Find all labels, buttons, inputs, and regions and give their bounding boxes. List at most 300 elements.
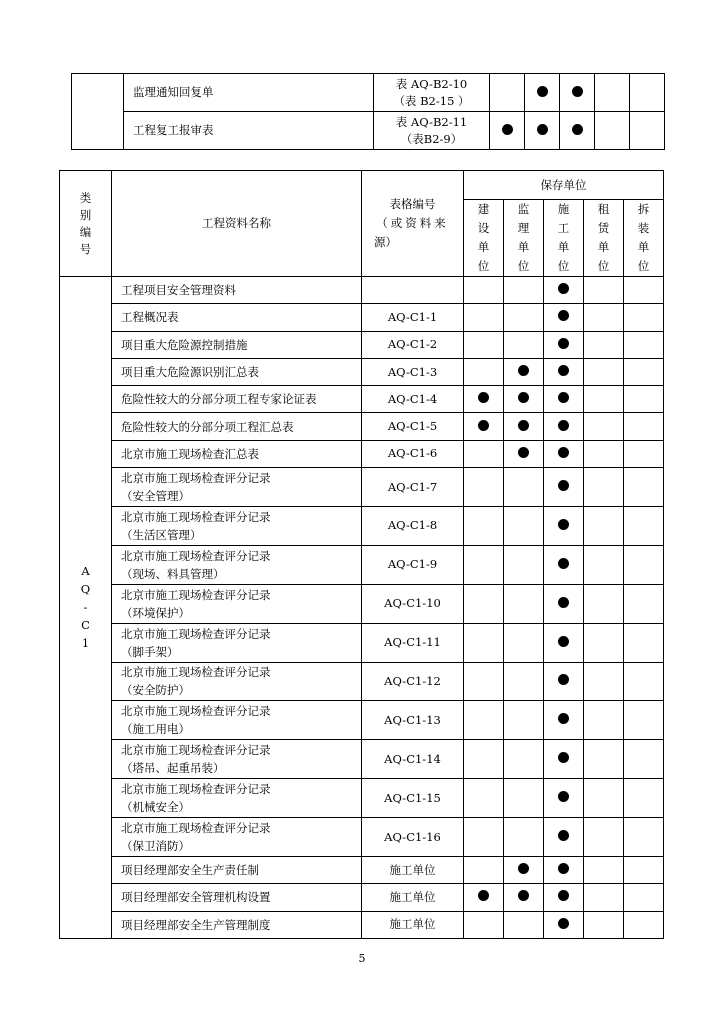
storage-mark	[624, 440, 664, 467]
filled-circle-icon	[537, 124, 548, 135]
filled-circle-icon	[558, 791, 569, 802]
storage-mark	[464, 506, 504, 545]
record-name	[112, 701, 362, 740]
record-name	[112, 884, 362, 911]
record-name	[112, 506, 362, 545]
record-code	[374, 112, 490, 150]
filled-circle-icon	[558, 918, 569, 929]
category-cell	[72, 74, 124, 150]
storage-mark	[464, 545, 504, 584]
storage-mark	[624, 662, 664, 701]
storage-mark	[544, 779, 584, 818]
storage-mark	[504, 358, 544, 385]
record-code-text: 施工单位	[389, 889, 436, 904]
record-name-text: 北京市施工现场检查评分记录	[121, 821, 271, 836]
storage-header	[464, 171, 664, 200]
record-name-text: 北京市施工现场检查评分记录	[121, 782, 271, 797]
unit-header-char: 装	[637, 221, 650, 235]
table-row	[60, 856, 664, 883]
table-row	[60, 623, 664, 662]
record-code-text: AQ-C1-6	[387, 446, 438, 461]
record-code	[362, 911, 464, 938]
record-code	[362, 277, 464, 304]
storage-mark	[584, 440, 624, 467]
table-row	[60, 584, 664, 623]
record-name	[112, 440, 362, 467]
record-name	[112, 740, 362, 779]
storage-mark	[624, 740, 664, 779]
record-name-text: 项目经理部安全生产管理制度	[121, 917, 271, 932]
record-name	[112, 358, 362, 385]
filled-circle-icon	[518, 890, 529, 901]
unit-header-char: 单	[557, 240, 570, 254]
storage-mark	[584, 662, 624, 701]
code-header-line2: （或资料来	[376, 216, 449, 230]
unit-header-char: 施	[557, 202, 570, 216]
record-name-text: 北京市施工现场检查评分记录	[121, 509, 271, 524]
storage-mark	[584, 545, 624, 584]
storage-mark	[624, 358, 664, 385]
record-name-subtext: （生活区管理）	[121, 527, 202, 542]
category-code	[81, 562, 90, 652]
table-row	[60, 468, 664, 507]
storage-header-label: 保存单位	[540, 178, 587, 192]
record-name-subtext: （安全防护）	[121, 683, 190, 698]
table-row	[60, 545, 664, 584]
record-name	[112, 304, 362, 331]
category-header	[60, 171, 112, 277]
storage-mark	[544, 506, 584, 545]
filled-circle-icon	[558, 597, 569, 608]
unit-header-char: 位	[637, 259, 650, 273]
storage-mark	[504, 386, 544, 413]
record-name	[112, 911, 362, 938]
table-row	[60, 277, 664, 304]
record-code-line2: （表B2-9）	[400, 131, 463, 146]
storage-mark	[504, 545, 544, 584]
record-name-text: 北京市施工现场检查评分记录	[121, 704, 271, 719]
record-code-text: AQ-C1-3	[387, 364, 438, 379]
storage-mark	[544, 701, 584, 740]
filled-circle-icon	[558, 365, 569, 376]
record-name-text: 北京市施工现场检查评分记录	[121, 548, 271, 563]
record-code-text: AQ-C1-14	[384, 751, 441, 766]
record-name	[112, 662, 362, 701]
storage-mark	[504, 856, 544, 883]
storage-mark	[504, 304, 544, 331]
storage-mark	[504, 413, 544, 440]
storage-mark	[624, 623, 664, 662]
storage-mark	[624, 818, 664, 857]
record-name-subtext: （塔吊、起重吊装）	[121, 761, 225, 776]
storage-mark	[630, 74, 665, 112]
record-code	[362, 623, 464, 662]
storage-mark	[544, 662, 584, 701]
record-code	[362, 584, 464, 623]
unit-header-label	[584, 200, 623, 276]
record-name	[112, 277, 362, 304]
record-code	[362, 818, 464, 857]
category-code-char: C	[81, 618, 90, 633]
storage-mark	[464, 468, 504, 507]
record-name-subtext: （脚手架）	[121, 644, 179, 659]
unit-header-label	[544, 200, 583, 276]
record-name-subtext: （机械安全）	[121, 800, 190, 815]
record-code-text: AQ-C1-12	[384, 673, 441, 688]
storage-mark	[544, 386, 584, 413]
record-name-subtext: （保卫消防）	[121, 839, 190, 854]
filled-circle-icon	[518, 392, 529, 403]
storage-mark	[544, 545, 584, 584]
storage-mark	[624, 701, 664, 740]
unit-header-char: 单	[477, 240, 490, 254]
storage-mark	[544, 856, 584, 883]
storage-mark	[624, 386, 664, 413]
storage-mark	[504, 584, 544, 623]
storage-mark	[544, 413, 584, 440]
unit-header-char: 监	[517, 202, 530, 216]
table-row	[60, 884, 664, 911]
storage-mark	[504, 506, 544, 545]
storage-mark	[595, 112, 630, 150]
table-row	[60, 818, 664, 857]
table-row	[60, 506, 664, 545]
unit-header-char: 赁	[597, 221, 610, 235]
storage-mark	[544, 358, 584, 385]
storage-mark	[584, 386, 624, 413]
unit-header	[584, 200, 624, 277]
record-code-text: AQ-C1-4	[387, 391, 438, 406]
storage-mark	[584, 584, 624, 623]
record-code	[362, 304, 464, 331]
header-row-1	[60, 171, 664, 200]
record-code-line2: （表 B2-15 ）	[393, 93, 470, 108]
filled-circle-icon	[558, 890, 569, 901]
storage-mark	[464, 779, 504, 818]
record-code	[362, 856, 464, 883]
record-name	[112, 545, 362, 584]
filled-circle-icon	[518, 420, 529, 431]
storage-mark	[624, 584, 664, 623]
record-code	[362, 386, 464, 413]
storage-mark	[464, 856, 504, 883]
name-header-label: 工程资料名称	[202, 216, 271, 230]
storage-mark	[544, 440, 584, 467]
record-code-text: AQ-C1-13	[384, 712, 441, 727]
storage-mark	[584, 358, 624, 385]
record-name-subtext: （安全管理）	[121, 489, 190, 504]
filled-circle-icon	[518, 447, 529, 458]
storage-mark	[490, 74, 525, 112]
storage-mark	[584, 331, 624, 358]
record-name	[124, 74, 374, 112]
storage-mark	[584, 506, 624, 545]
unit-header-char: 租	[597, 202, 610, 216]
table-row	[60, 440, 664, 467]
storage-mark	[464, 818, 504, 857]
filled-circle-icon	[518, 365, 529, 376]
storage-mark	[525, 112, 560, 150]
record-code	[362, 468, 464, 507]
record-code	[362, 545, 464, 584]
storage-mark	[504, 662, 544, 701]
filled-circle-icon	[558, 558, 569, 569]
storage-mark	[464, 440, 504, 467]
storage-mark	[584, 277, 624, 304]
table-row	[60, 331, 664, 358]
unit-header-char: 位	[517, 259, 530, 273]
category-header-char: 号	[79, 241, 92, 256]
filled-circle-icon	[558, 338, 569, 349]
filled-circle-icon	[558, 420, 569, 431]
filled-circle-icon	[558, 863, 569, 874]
record-code-text: AQ-C1-1	[387, 309, 438, 324]
filled-circle-icon	[558, 674, 569, 685]
unit-header-char: 建	[477, 202, 490, 216]
storage-mark	[630, 112, 665, 150]
storage-mark	[584, 413, 624, 440]
category-code-char: -	[83, 600, 88, 615]
table-row	[60, 358, 664, 385]
filled-circle-icon	[558, 392, 569, 403]
storage-mark	[584, 623, 624, 662]
storage-mark	[464, 386, 504, 413]
unit-header-label	[504, 200, 543, 276]
storage-mark	[544, 911, 584, 938]
storage-mark	[464, 884, 504, 911]
record-name-text: 项目经理部安全管理机构设置	[121, 890, 271, 905]
record-name-subtext: （现场、料具管理）	[121, 566, 225, 581]
storage-mark	[624, 911, 664, 938]
record-code	[374, 74, 490, 112]
storage-mark	[504, 779, 544, 818]
record-name	[112, 818, 362, 857]
storage-mark	[584, 911, 624, 938]
record-name	[124, 112, 374, 150]
filled-circle-icon	[558, 480, 569, 491]
record-code-text: 施工单位	[389, 917, 436, 932]
record-name	[112, 468, 362, 507]
filled-circle-icon	[558, 830, 569, 841]
storage-mark	[504, 468, 544, 507]
filled-circle-icon	[558, 310, 569, 321]
unit-header-char: 单	[637, 240, 650, 254]
record-code-text: AQ-C1-15	[384, 790, 441, 805]
filled-circle-icon	[558, 283, 569, 294]
storage-mark	[464, 623, 504, 662]
record-code-text: AQ-C1-8	[387, 518, 438, 533]
filled-circle-icon	[478, 392, 489, 403]
unit-header-label	[464, 200, 503, 276]
filled-circle-icon	[478, 420, 489, 431]
unit-header-char: 拆	[637, 202, 650, 216]
unit-header-char: 单	[517, 240, 530, 254]
table-row	[60, 701, 664, 740]
filled-circle-icon	[558, 713, 569, 724]
record-name-text: 北京市施工现场检查评分记录	[121, 743, 271, 758]
record-name-text: 工程复工报审表	[133, 123, 214, 137]
storage-mark	[464, 701, 504, 740]
storage-mark	[464, 413, 504, 440]
storage-mark	[544, 584, 584, 623]
unit-header	[544, 200, 584, 277]
record-name-text: 工程概况表	[121, 310, 179, 325]
record-code	[362, 440, 464, 467]
storage-mark	[544, 468, 584, 507]
table-row	[72, 74, 665, 112]
code-header-line1: 表格编号	[389, 197, 436, 211]
storage-mark	[584, 701, 624, 740]
storage-mark	[584, 884, 624, 911]
table-row	[60, 911, 664, 938]
storage-mark	[560, 74, 595, 112]
storage-mark	[544, 277, 584, 304]
record-code-text: AQ-C1-7	[387, 479, 438, 494]
storage-mark	[624, 545, 664, 584]
record-name-text: 危险性较大的分部分项工程汇总表	[121, 419, 294, 434]
name-header	[112, 171, 362, 277]
code-header	[362, 171, 464, 277]
category-code-char: 1	[81, 636, 90, 651]
storage-mark	[584, 468, 624, 507]
record-code-line1: 表 AQ-B2-11	[395, 114, 468, 129]
record-name-text: 北京市施工现场检查评分记录	[121, 471, 271, 486]
storage-mark	[504, 440, 544, 467]
storage-mark	[464, 358, 504, 385]
category-header-char: 别	[79, 207, 92, 222]
record-name-text: 北京市施工现场检查汇总表	[121, 446, 259, 461]
record-code	[362, 506, 464, 545]
record-code	[362, 331, 464, 358]
storage-mark	[544, 818, 584, 857]
storage-mark	[544, 331, 584, 358]
record-name	[112, 856, 362, 883]
record-code-text: 施工单位	[389, 862, 436, 877]
storage-mark	[464, 331, 504, 358]
storage-mark	[544, 304, 584, 331]
record-code-text: AQ-C1-9	[387, 557, 438, 572]
category-code-cell	[60, 277, 112, 939]
storage-mark	[525, 74, 560, 112]
record-name-text: 项目经理部安全生产责任制	[121, 863, 259, 878]
table-row	[60, 386, 664, 413]
table-row	[60, 304, 664, 331]
storage-mark	[560, 112, 595, 150]
record-code-line1: 表 AQ-B2-10	[395, 76, 468, 91]
record-code	[362, 740, 464, 779]
record-name-text: 北京市施工现场检查评分记录	[121, 665, 271, 680]
storage-mark	[464, 911, 504, 938]
record-name-text: 监理通知回复单	[133, 85, 214, 99]
filled-circle-icon	[478, 890, 489, 901]
unit-header-char: 设	[477, 221, 490, 235]
storage-mark	[544, 740, 584, 779]
record-name-text: 项目重大危险源识别汇总表	[121, 365, 259, 380]
record-code-text: AQ-C1-11	[384, 635, 441, 650]
safety-records-table	[59, 170, 664, 939]
storage-mark	[504, 911, 544, 938]
storage-mark	[504, 884, 544, 911]
storage-mark	[504, 740, 544, 779]
unit-header-char: 理	[517, 221, 530, 235]
record-name-text: 北京市施工现场检查评分记录	[121, 587, 271, 602]
storage-mark	[624, 277, 664, 304]
filled-circle-icon	[502, 124, 513, 135]
record-name	[112, 413, 362, 440]
record-code	[362, 413, 464, 440]
record-name-text: 项目重大危险源控制措施	[121, 337, 248, 352]
table-row	[60, 662, 664, 701]
unit-header	[464, 200, 504, 277]
table-row	[60, 740, 664, 779]
unit-header-char: 工	[557, 221, 570, 235]
unit-header-char: 位	[557, 259, 570, 273]
record-name-subtext: （环境保护）	[121, 605, 190, 620]
record-code	[362, 358, 464, 385]
record-name-text: 北京市施工现场检查评分记录	[121, 626, 271, 641]
filled-circle-icon	[572, 124, 583, 135]
top-continuation-table	[71, 73, 665, 150]
record-code-text: AQ-C1-5	[387, 419, 438, 434]
unit-header-char: 位	[597, 259, 610, 273]
category-header-label	[60, 190, 111, 258]
storage-mark	[624, 331, 664, 358]
storage-mark	[504, 277, 544, 304]
record-code-text: AQ-C1-16	[384, 829, 441, 844]
filled-circle-icon	[558, 519, 569, 530]
record-code	[362, 779, 464, 818]
record-code-text: AQ-C1-2	[387, 337, 438, 352]
storage-mark	[504, 701, 544, 740]
storage-mark	[464, 584, 504, 623]
storage-mark	[504, 818, 544, 857]
storage-mark	[504, 331, 544, 358]
table-row	[60, 413, 664, 440]
storage-mark	[584, 779, 624, 818]
storage-mark	[624, 856, 664, 883]
storage-mark	[544, 884, 584, 911]
record-code	[362, 701, 464, 740]
table-row	[60, 779, 664, 818]
category-header-char: 类	[79, 190, 92, 205]
record-name	[112, 779, 362, 818]
record-code	[362, 662, 464, 701]
category-code-char: A	[81, 564, 90, 579]
storage-mark	[624, 468, 664, 507]
unit-header	[624, 200, 664, 277]
category-code-char: Q	[80, 582, 91, 597]
unit-header	[504, 200, 544, 277]
storage-mark	[624, 413, 664, 440]
unit-header-label	[624, 200, 663, 276]
filled-circle-icon	[558, 447, 569, 458]
filled-circle-icon	[558, 636, 569, 647]
record-name-subtext: （施工用电）	[121, 722, 190, 737]
record-name-text: 危险性较大的分部分项工程专家论证表	[121, 392, 317, 407]
record-name-text: 工程项目安全管理资料	[121, 283, 236, 298]
storage-mark	[584, 856, 624, 883]
storage-mark	[544, 623, 584, 662]
table-row	[72, 112, 665, 150]
page-number: 5	[358, 952, 366, 965]
record-name	[112, 623, 362, 662]
unit-header-char: 单	[597, 240, 610, 254]
record-code	[362, 884, 464, 911]
filled-circle-icon	[558, 752, 569, 763]
storage-mark	[464, 277, 504, 304]
record-name	[112, 331, 362, 358]
record-name	[112, 584, 362, 623]
